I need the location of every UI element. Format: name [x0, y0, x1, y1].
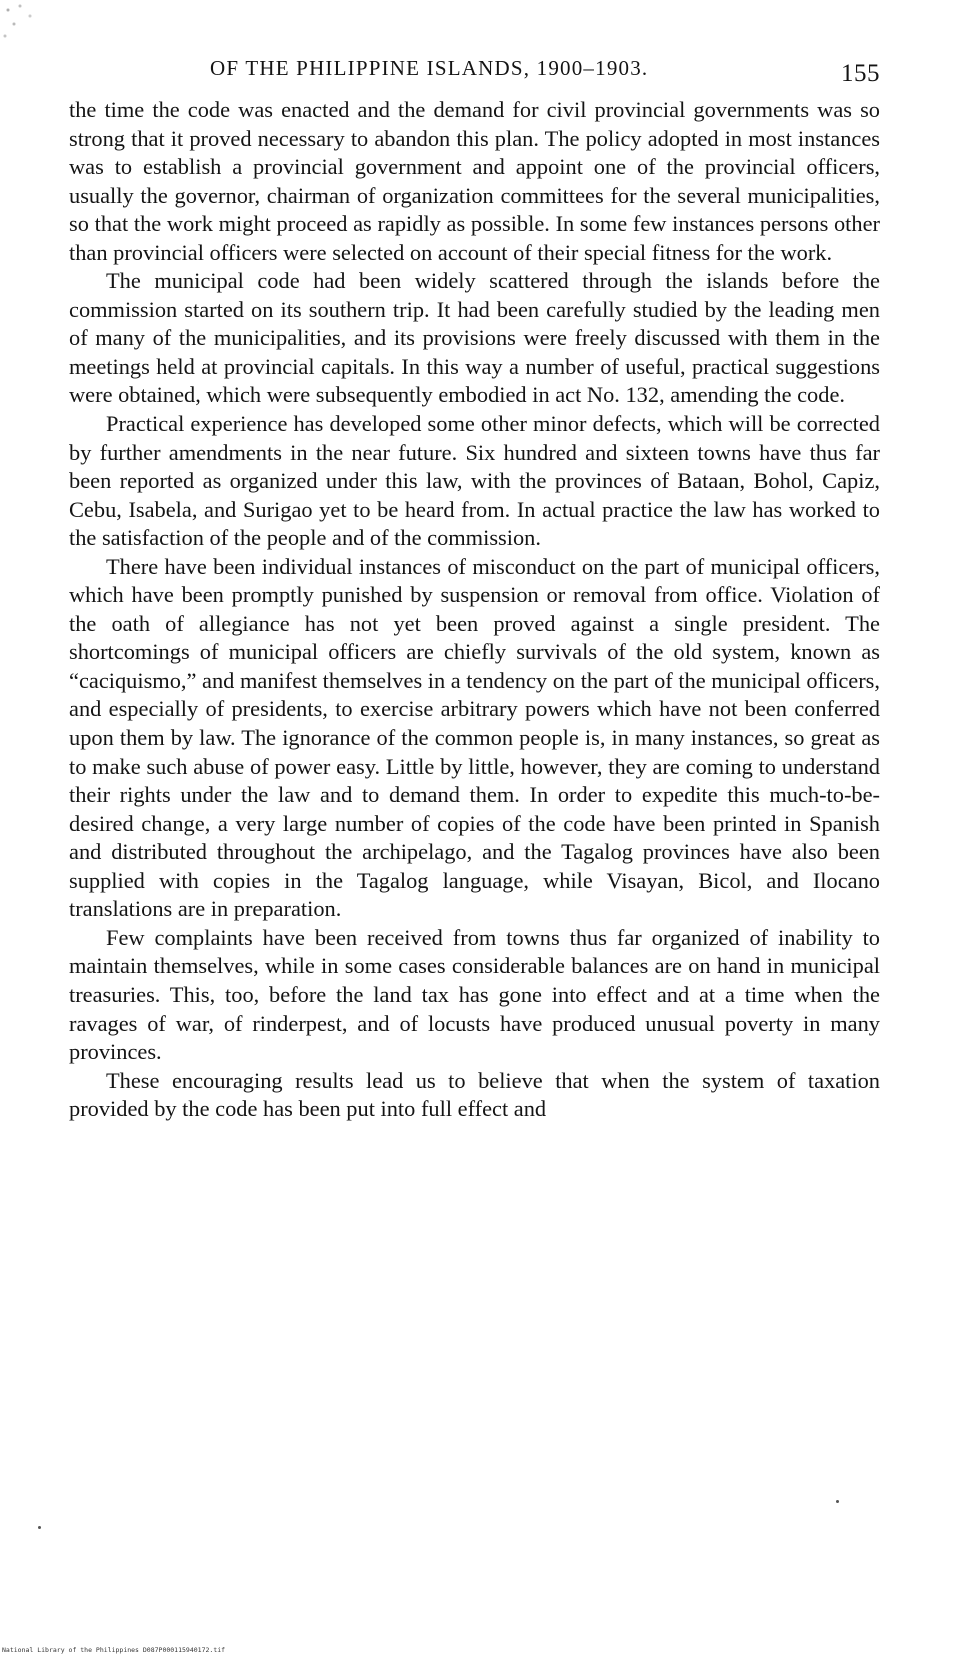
scan-artifact [0, 0, 42, 46]
paragraph: These encouraging results lead us to believe that when the system of taxation provided by the code has been put into full effect and [69, 1067, 880, 1122]
paragraph: the time the code was enacted and the demand for civil provincial governments was so strong that it proved necessary to abandon this plan. The policy adopted in most instances was to establish a provincial government and appoint one of the provincial officers, usually the governor, chairman of organization committees for the several municipalities, so that the work might proceed as rapidly as possible. In some few instances persons other than provincial officers were selected on account of their special fitness for the work. [69, 97, 880, 265]
page-number: 155 [841, 60, 880, 87]
scan-dot [38, 1526, 41, 1529]
running-head: OF THE PHILIPPINE ISLANDS, 1900–1903. [210, 56, 649, 80]
page-header [70, 56, 880, 92]
paragraph: Few complaints have been received from towns thus far organized of inability to maintain themselves, while in some cases considerable balances are on hand in municipal treasuries. This, too, before the land tax has gone into effect and at a time when the ravages of war, of rinderpest, and of locusts have produced unusual poverty in many provinces. [69, 924, 880, 1065]
paragraph: The municipal code had been widely scattered through the islands before the commission started on its southern trip. It had been carefully studied by the leading men of many of the municipalities, and its provisions were freely discussed with them in the meetings held at provincial capitals. In this way a number of useful, practical suggestions were obtained, which were subsequently embodied in act No. 132, amending the code. [69, 268, 880, 408]
body-text [69, 96, 880, 1124]
paragraph: There have been individual instances of misconduct on the part of municipal officers, which have been promptly punished by suspension or removal from office. Violation of the oath of allegiance has not yet been proved against a single president. The shortcomings of municipal officers are chiefly survivals of the old system, known as “caciquismo,” and manifest themselves in a tendency on the part of the municipal officers, and especially of presidents, to exercise arbitrary powers which have not been conferred upon them by law. The ignorance of the common people is, in many instances, so great as to make such abuse of power easy. Little by little, however, they are coming to understand their rights under the law and to demand them. In order to expedite this much-to-be-desired change, a very large number of copies of the code have been printed in Spanish and distributed throughout the archipelago, and the Tagalog provinces have also been supplied with copies in the Tagalog language, while Visayan, Bicol, and Ilocano translations are in preparation. [69, 553, 880, 922]
scan-credit: National Library of the Philippines D087P000115940172.tif [2, 1646, 226, 1654]
scan-dot [836, 1500, 839, 1503]
paragraph: Practical experience has developed some other minor defects, which will be corrected by further amendments in the near future. Six hundred and sixteen towns have thus far been reported as organized under this law, with the provinces of Bataan, Bohol, Capiz, Cebu, Isabela, and Surigao yet to be heard from. In actual practice the law has worked to the satisfaction of the people and of the commission. [69, 411, 880, 551]
